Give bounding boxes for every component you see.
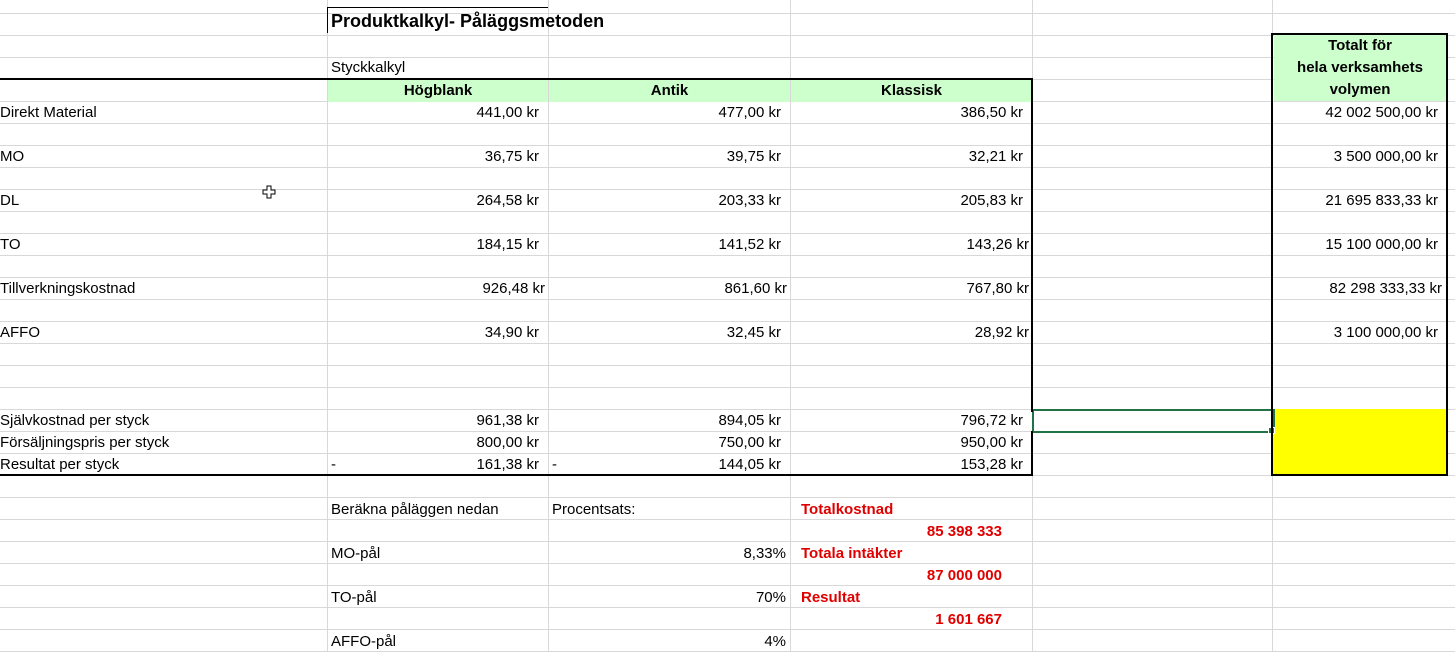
cell-sjalvkostnad-klassisk[interactable]: 796,72 kr [960, 412, 1023, 429]
cell-tillverkning-total[interactable]: 82 298 333,33 kr [1329, 280, 1442, 297]
cell-direkt-material-hogblank[interactable]: 441,00 kr [476, 104, 539, 121]
grid-row-line [0, 629, 1455, 630]
cell-direkt-material-klassisk[interactable]: 386,50 kr [960, 104, 1023, 121]
cell-affo-total[interactable]: 3 100 000,00 kr [1333, 324, 1438, 341]
grid-row-line [0, 497, 1455, 498]
row-label-mo[interactable]: MO [0, 148, 25, 165]
row-label-dl[interactable]: DL [0, 192, 20, 209]
cell-forsaljningspris-hogblank[interactable]: 800,00 kr [476, 434, 539, 451]
border-total-left [1271, 33, 1273, 476]
cell-resultat-klassisk[interactable]: 153,28 kr [960, 456, 1023, 473]
cell-resultat-antik[interactable]: 144,05 kr [718, 456, 781, 473]
row-label-resultat[interactable]: Resultat per styck [0, 456, 120, 473]
cell-direkt-material-total[interactable]: 42 002 500,00 kr [1325, 104, 1438, 121]
title-border-left [327, 7, 328, 33]
cell-to-antik[interactable]: 141,52 kr [718, 236, 781, 253]
resultat-value[interactable]: 1 601 667 [935, 611, 1002, 628]
row-label-direkt-material[interactable]: Direkt Material [0, 104, 97, 121]
selected-cell[interactable] [1032, 409, 1275, 433]
cell-mo-antik[interactable]: 39,75 kr [726, 148, 781, 165]
grid-row-line [0, 585, 1455, 586]
totalkostnad-label[interactable]: Totalkostnad [801, 501, 894, 518]
row-label-affo[interactable]: AFFO [0, 324, 40, 341]
grid-row-line [0, 541, 1455, 542]
cell-forsaljningspris-antik[interactable]: 750,00 kr [718, 434, 781, 451]
page-title[interactable]: Produktkalkyl- Påläggsmetoden [331, 11, 605, 31]
border-total-right [1446, 33, 1448, 476]
cell-dl-hogblank[interactable]: 264,58 kr [476, 192, 539, 209]
pct-label[interactable]: Procentsats: [552, 501, 636, 518]
mo-pal-pct[interactable]: 8,33% [743, 545, 786, 562]
border-total-top [1271, 33, 1448, 35]
affo-pal-pct[interactable]: 4% [764, 633, 786, 650]
total-header-line1: Totalt för [1328, 37, 1392, 54]
to-pal-label[interactable]: TO-pål [331, 589, 377, 606]
mo-pal-label[interactable]: MO-pål [331, 545, 381, 562]
cell-to-klassisk[interactable]: 143,26 kr [966, 236, 1029, 253]
cell-dl-antik[interactable]: 203,33 kr [718, 192, 781, 209]
cell-sjalvkostnad-hogblank[interactable]: 961,38 kr [476, 412, 539, 429]
border-table-right [1031, 78, 1033, 412]
grid-row-line [0, 13, 1455, 14]
cell-resultat-hogblank[interactable]: 161,38 kr [476, 456, 539, 473]
grid-row-line [0, 35, 1455, 36]
grid-row-line [0, 387, 1455, 388]
row-label-sjalvkostnad[interactable]: Självkostnad per styck [0, 412, 150, 429]
resultat-hogblank-sign: - [331, 456, 336, 473]
cell-dl-total[interactable]: 21 695 833,33 kr [1325, 192, 1438, 209]
col-header-antik[interactable]: Antik [549, 80, 790, 102]
totalkostnad-value[interactable]: 85 398 333 [926, 523, 1002, 540]
cell-mo-total[interactable]: 3 500 000,00 kr [1333, 148, 1438, 165]
resultat-antik-sign: - [552, 456, 557, 473]
col-header-hogblank[interactable]: Högblank [328, 80, 548, 102]
subtitle-styckkalkyl[interactable]: Styckkalkyl [331, 59, 406, 76]
title-border-top [327, 7, 548, 8]
cell-mo-hogblank[interactable]: 36,75 kr [484, 148, 539, 165]
border-total-bottom [1271, 474, 1448, 476]
cursor-icon [262, 185, 276, 199]
resultat-label[interactable]: Resultat [801, 589, 861, 606]
grid-row-line [0, 365, 1455, 366]
total-header[interactable] [1274, 35, 1446, 101]
highlight-yellow-cell[interactable] [1273, 409, 1446, 475]
total-header-line3: volymen [1329, 81, 1391, 98]
cell-mo-klassisk[interactable]: 32,21 kr [968, 148, 1023, 165]
border-table-bottom [0, 474, 1033, 476]
cell-affo-antik[interactable]: 32,45 kr [726, 324, 781, 341]
row-label-tillverkningskostnad[interactable]: Tillverkningskostnad [0, 280, 136, 297]
cell-tillverkning-hogblank[interactable]: 926,48 kr [482, 280, 545, 297]
border-header-top [0, 78, 1032, 80]
to-pal-pct[interactable]: 70% [755, 589, 786, 606]
cell-affo-hogblank[interactable]: 34,90 kr [484, 324, 539, 341]
intakter-value[interactable]: 87 000 000 [926, 567, 1002, 584]
cell-tillverkning-klassisk[interactable]: 767,80 kr [966, 280, 1029, 297]
row-label-to[interactable]: TO [0, 236, 21, 253]
cell-direkt-material-antik[interactable]: 477,00 kr [718, 104, 781, 121]
cell-forsaljningspris-klassisk[interactable]: 950,00 kr [960, 434, 1023, 451]
row-label-forsaljningspris[interactable]: Försäljningspris per styck [0, 434, 170, 451]
cell-tillverkning-antik[interactable]: 861,60 kr [724, 280, 787, 297]
total-header-line2: hela verksamhets [1297, 59, 1423, 76]
cell-dl-klassisk[interactable]: 205,83 kr [960, 192, 1023, 209]
intakter-label[interactable]: Totala intäkter [801, 545, 903, 562]
cell-affo-klassisk[interactable]: 28,92 kr [974, 324, 1029, 341]
cell-to-hogblank[interactable]: 184,15 kr [476, 236, 539, 253]
cell-to-total[interactable]: 15 100 000,00 kr [1325, 236, 1438, 253]
cell-sjalvkostnad-antik[interactable]: 894,05 kr [718, 412, 781, 429]
grid-row-line [0, 519, 1455, 520]
border-table-right-lower [1031, 431, 1033, 476]
affo-pal-label[interactable]: AFFO-pål [331, 633, 397, 650]
calc-label[interactable]: Beräkna påläggen nedan [331, 501, 499, 518]
grid-row-line [0, 57, 1455, 58]
col-header-klassisk[interactable]: Klassisk [791, 80, 1032, 102]
